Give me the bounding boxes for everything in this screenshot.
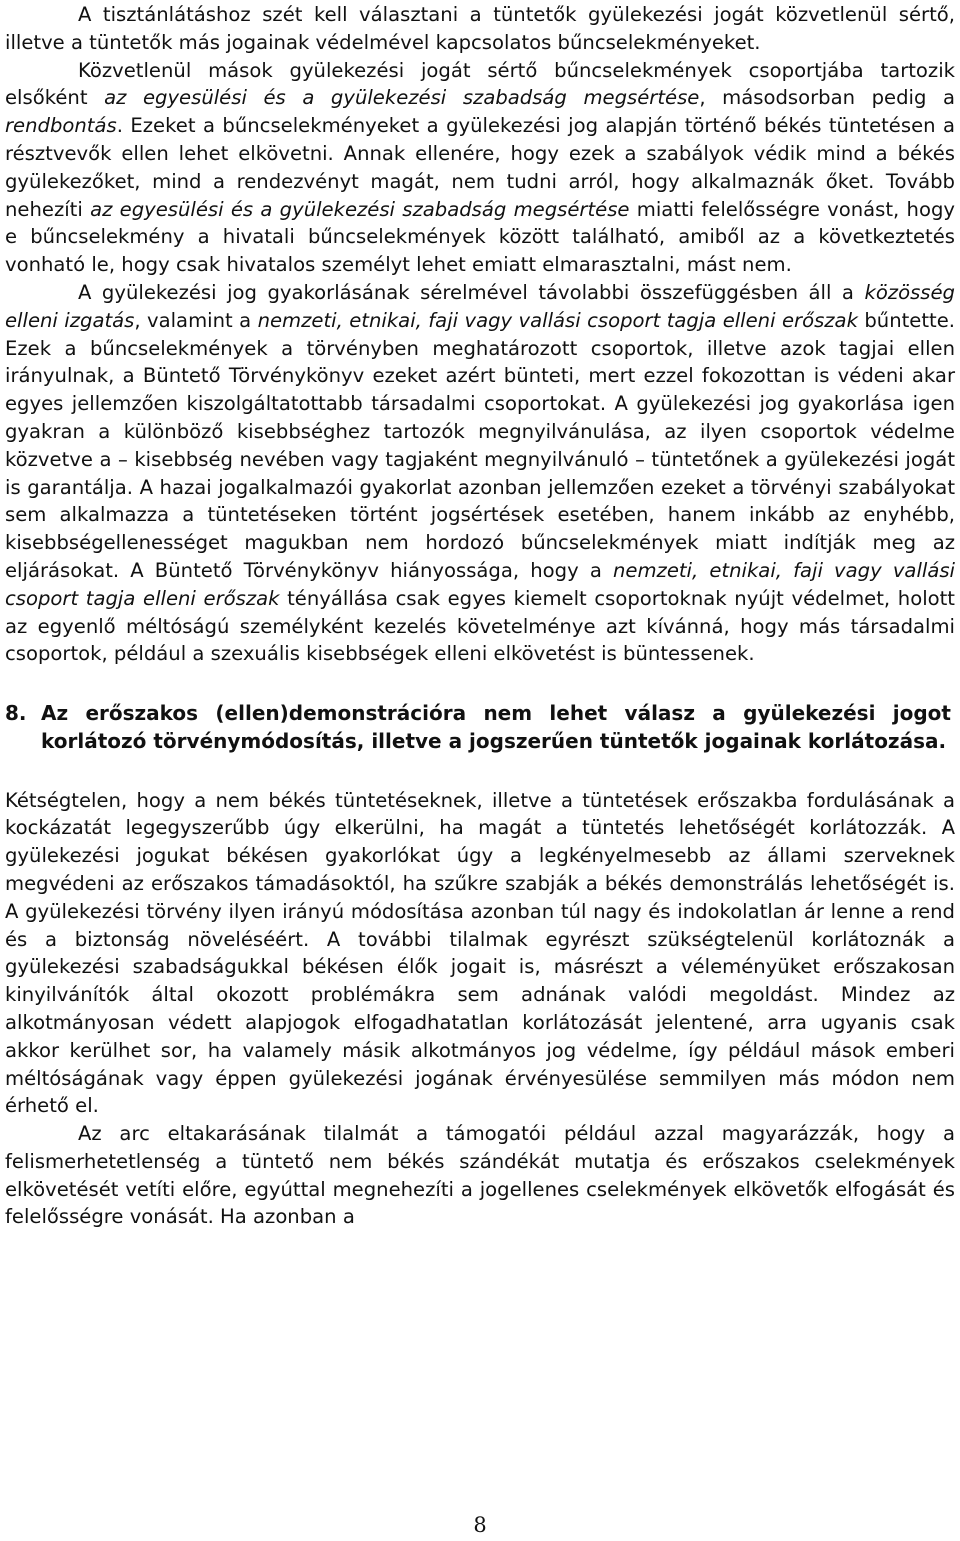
paragraph-2-text: Közvetlenül mások gyülekezési jogát sértő bűncselekmények csoportjába tartozik elsőként bbox=[5, 58, 955, 110]
paragraph-3-emphasis: közösség elleni izgatás bbox=[5, 280, 955, 332]
paragraph-3-emphasis: nemzeti, etnikai, faji vagy vallási csoport tagja elleni erőszak bbox=[5, 558, 955, 610]
paragraph-2-emphasis: az egyesülési és a gyülekezési szabadság megsértése bbox=[104, 86, 700, 110]
paragraph-3 bbox=[5, 279, 955, 668]
section-number: 8. bbox=[5, 701, 27, 726]
paragraph-1: A tisztánlátáshoz szét kell választani a tüntetők gyülekezési jogát közvetlenül sértő, illetve a tüntetők más jogainak védelmével kapcsolatos bűncselekményeket. bbox=[5, 3, 955, 54]
document-page bbox=[5, 0, 955, 1231]
paragraph-3-emphasis: nemzeti, etnikai, faji vagy vallási csoport tagja elleni erőszak bbox=[257, 308, 858, 332]
paragraph-2-text: . Ezeket a bűncselekményeket a gyülekezési jog alapján történő békés tüntetésen a résztvevők ellen lehet elkövetni. Annak ellenére, hogy ezek a szabályok védik mind a békés gyülekezőket, mind a rendezvényt magát, nem tudni arról, hogy alkalmaznák őket. Tovább nehezíti bbox=[5, 114, 955, 221]
paragraph-2-emphasis: rendbontás bbox=[5, 114, 117, 138]
paragraph-2-emphasis: az egyesülési és a gyülekezési szabadság megsértése bbox=[90, 197, 630, 221]
paragraph-2-text: , másodsorban pedig a bbox=[699, 86, 955, 110]
paragraph-4: Kétségtelen, hogy a nem békés tüntetéseknek, illetve a tüntetések erőszakba fordulásának a kockázatát legegyszerűbb úgy elkerülni, ha magát a tüntetés lehetőségét korlátozzák. A gyülekezési jogukat békésen gyakorlókat úgy a legkényelmesebb az állami szerveknek megvédeni az erőszakos támadásoktól, ha szűkre szabják a békés demonstrálás lehetőségét is. A gyülekezési törvény ilyen irányú módosítása azonban túl nagy és indokolatlan ár lenne a rend és a biztonság növeléséért. A további tilalmak egyrészt szükségtelenül korlátoznák a gyülekezési szabadságukkal békésen élők jogait is, másrészt a véleményüket erőszakosan kinyilvánítók által okozott problémákra sem adnának valódi megoldást. Mindez az alkotmányosan védett alapjogok elfogadhatatlan korlátozását jelentené, arra ugyanis csak akkor kerülhet sor, ha valamely másik alkotmányos jog védelme, így például mások emberi méltóságának vagy éppen gyülekezési jogának érvényesülése semmilyen más módon nem érhető el. bbox=[5, 788, 955, 1118]
paragraph-3-text: bűntette. Ezek a bűncselekmények a törvényben meghatározott csoportok, illetve azok tagjai ellen irányulnak, a Büntető Törvénykönyv ezeket azért bünteti, mert ezzel fokozottan is védeni akar egyes jellemzően kiszolgáltatottabb társadalmi csoportokat. A gyülekezési jog gyakorlása igen gyakran a különböző kisebbséghez tartozók megnyilvánulása, az ilyen csoportok védelme közvetve a – kisebbség nevében vagy tagjaként megnyilvánuló – tüntetőnek a gyülekezési jogát is garantálja. A hazai jogalkalmazói gyakorlat azonban jellemzően ezeket a törvényi szabályokat sem alkalmazza a tüntetéseken történt jogsértések esetében, hanem inkább az enyhébb, kisebbségellenességet magukban nem hordozó bűncselekmények miatt indítják meg az eljárásokat. A Büntető Törvénykönyv hiányossága, hogy a bbox=[5, 308, 956, 582]
paragraph-2-text: miatti felelősségre vonást, hogy e bűncselekmény a hivatali bűncselekmények között található, amiből az a következtetés vonható le, hogy csak hivatalos személyt lehet emiatt elmarasztalni, mást nem. bbox=[5, 197, 955, 277]
paragraph-3-text: A gyülekezési jog gyakorlásának sérelmével távolabbi összefüggésben áll a bbox=[78, 280, 865, 304]
page-number: 8 bbox=[473, 1513, 487, 1537]
paragraph-2 bbox=[5, 57, 955, 279]
paragraph-3-text: tényállása csak egyes kiemelt csoportoknak nyújt védelmet, holott az egyenlő méltóságú személyként kezelés követelménye azt kívánná, hogy más társadalmi csoportok, például a szexuális kisebbségek elleni elkövetést is büntessenek. bbox=[5, 586, 955, 666]
paragraph-5: Az arc eltakarásának tilalmát a támogatói például azzal magyarázzák, hogy a felismerhetetlenség a tüntető nem békés szándékát mutatja és erőszakos cselekmények elkövetését vetíti előre, egyúttal megnehezíti a jogellenes cselekmények elkövetők elfogását és felelősségre vonását. Ha azonban a bbox=[5, 1122, 955, 1229]
section-title: Az erőszakos (ellen)demonstrációra nem lehet válasz a gyülekezési jogot korlátozó törvénymódosítás, illetve a jogszerűen tüntetők jogainak korlátozása. bbox=[41, 701, 951, 754]
section-heading bbox=[5, 699, 955, 755]
paragraph-3-text: , valamint a bbox=[134, 308, 258, 332]
